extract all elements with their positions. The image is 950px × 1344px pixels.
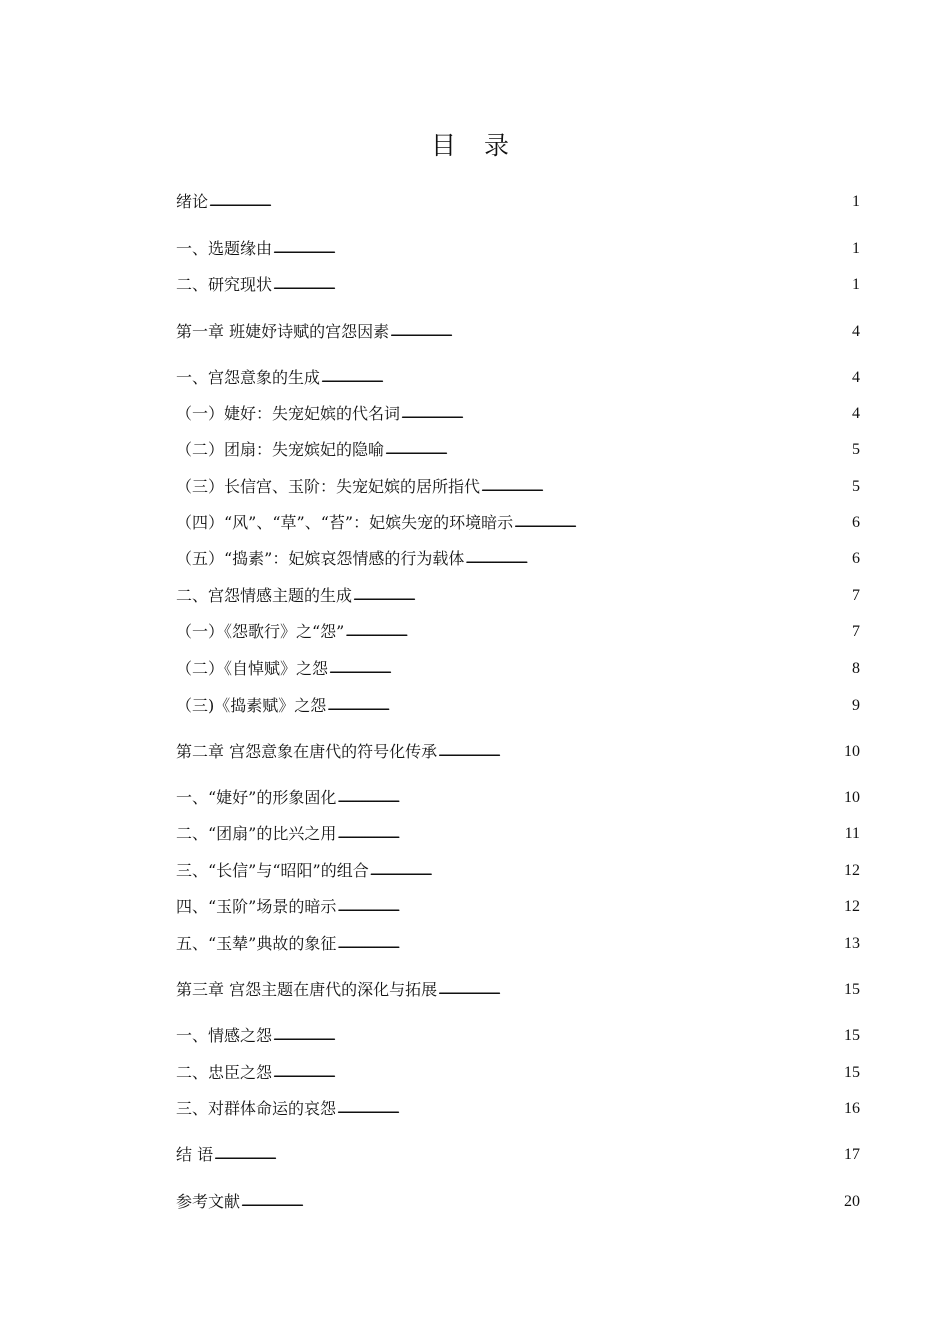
leader-dots bbox=[327, 694, 851, 718]
toc-entry-label: （一）《怨歌行》之“怨” bbox=[176, 622, 345, 641]
leader-dots bbox=[438, 740, 843, 764]
toc-entry-label: 一、情感之怨 bbox=[176, 1026, 273, 1045]
toc-entry[interactable] bbox=[176, 584, 860, 608]
toc-entry-page: 12 bbox=[844, 898, 860, 915]
leader-dots bbox=[353, 584, 851, 608]
toc-entry[interactable] bbox=[176, 475, 860, 499]
leader-dots bbox=[337, 822, 843, 846]
leader-dots bbox=[337, 895, 843, 919]
toc-entry-page: 5 bbox=[852, 478, 860, 495]
page-title: 目 录 bbox=[431, 131, 519, 160]
toc-entry-label: （三)《捣素赋》之怨 bbox=[176, 696, 327, 715]
toc-entry-label: （一）婕好：失宠妃嫔的代名词 bbox=[176, 404, 401, 423]
leader-dots bbox=[345, 620, 851, 644]
toc-entry-page: 8 bbox=[852, 660, 860, 677]
toc-entry[interactable] bbox=[176, 1097, 860, 1121]
toc-entry-label: 四、“玉阶”场景的暗示 bbox=[176, 897, 337, 916]
toc-entry[interactable] bbox=[176, 1061, 860, 1085]
leader-dots bbox=[273, 273, 851, 297]
toc-entry[interactable] bbox=[176, 694, 860, 718]
leader-dots bbox=[438, 978, 843, 1002]
toc-entry[interactable] bbox=[176, 932, 860, 956]
toc-entry-page: 5 bbox=[852, 441, 860, 458]
toc-entry-page: 15 bbox=[844, 1027, 860, 1044]
toc-entry-page: 1 bbox=[852, 193, 860, 210]
toc-entry-label: 一、宫怨意象的生成 bbox=[176, 368, 321, 387]
toc-entry[interactable] bbox=[176, 657, 860, 681]
toc-entry-page: 10 bbox=[844, 789, 860, 806]
toc-entry-page: 11 bbox=[844, 825, 860, 842]
leader-dots bbox=[481, 475, 851, 499]
leader-dots bbox=[337, 932, 843, 956]
toc-entry-label: （三）长信宫、玉阶：失宠妃嫔的居所指代 bbox=[176, 477, 481, 496]
toc-entry-page: 6 bbox=[852, 550, 860, 567]
toc-entry-page: 12 bbox=[844, 862, 860, 879]
toc-entry-label: 第二章 宫怨意象在唐代的符号化传承 bbox=[176, 742, 438, 761]
leader-dots bbox=[214, 1143, 843, 1167]
toc-entry-page: 4 bbox=[852, 369, 860, 386]
toc-entry[interactable] bbox=[176, 1143, 860, 1167]
toc-entry[interactable] bbox=[176, 859, 860, 883]
leader-dots bbox=[337, 786, 843, 810]
toc-entry-page: 1 bbox=[852, 240, 860, 257]
toc-entry-label: 第一章 班婕妤诗赋的宫怨因素 bbox=[176, 322, 390, 341]
toc-entry-label: 五、“玉辇”典故的象征 bbox=[176, 934, 337, 953]
toc-entry[interactable] bbox=[176, 786, 860, 810]
toc-entry-label: 二、“团扇”的比兴之用 bbox=[176, 824, 337, 843]
toc-entry-page: 15 bbox=[844, 1064, 860, 1081]
toc-entry-page: 17 bbox=[844, 1146, 860, 1163]
leader-dots bbox=[465, 547, 851, 571]
toc-entry[interactable] bbox=[176, 822, 860, 846]
leader-dots bbox=[321, 366, 851, 390]
toc-entry-label: （四）“风”、“草”、“苔”：妃嫔失宠的环境暗示 bbox=[176, 513, 514, 532]
toc-entry-label: 二、忠臣之怨 bbox=[176, 1063, 273, 1082]
toc-entry[interactable] bbox=[176, 438, 860, 462]
toc-entry[interactable] bbox=[176, 978, 860, 1002]
toc-entry-page: 15 bbox=[844, 981, 860, 998]
toc-entry[interactable] bbox=[176, 402, 860, 426]
toc-entry[interactable] bbox=[176, 273, 860, 297]
leader-dots bbox=[273, 1061, 843, 1085]
toc-entry-page: 1 bbox=[852, 276, 860, 293]
leader-dots bbox=[209, 190, 851, 214]
toc-entry[interactable] bbox=[176, 1024, 860, 1048]
leader-dots bbox=[273, 1024, 843, 1048]
toc-entry-label: 一、“婕好”的形象固化 bbox=[176, 788, 337, 807]
toc-entry[interactable] bbox=[176, 320, 860, 344]
leader-dots bbox=[514, 511, 851, 535]
leader-dots bbox=[385, 438, 851, 462]
toc-entry[interactable] bbox=[176, 511, 860, 535]
toc-entry-label: （五）“捣素”：妃嫔哀怨情感的行为载体 bbox=[176, 549, 465, 568]
toc-entry-page: 4 bbox=[852, 405, 860, 422]
leader-dots bbox=[273, 237, 851, 261]
toc-entry[interactable] bbox=[176, 547, 860, 571]
leader-dots bbox=[370, 859, 843, 883]
toc-entry[interactable] bbox=[176, 620, 860, 644]
toc-entry-page: 7 bbox=[852, 623, 860, 640]
toc-entry[interactable] bbox=[176, 1190, 860, 1214]
toc-entry-page: 4 bbox=[852, 323, 860, 340]
toc-entry-label: （二）《自悼赋》之怨 bbox=[176, 659, 329, 678]
toc-entry-label: 二、研究现状 bbox=[176, 275, 273, 294]
toc-entry[interactable] bbox=[176, 366, 860, 390]
toc-entry-label: 第三章 宫怨主题在唐代的深化与拓展 bbox=[176, 980, 438, 999]
toc-entry-page: 20 bbox=[844, 1193, 860, 1210]
toc-entry[interactable] bbox=[176, 190, 860, 214]
toc-entry-page: 10 bbox=[844, 743, 860, 760]
toc-entry-label: 三、对群体命运的哀怨 bbox=[176, 1099, 337, 1118]
leader-dots bbox=[390, 320, 851, 344]
toc-entry-page: 7 bbox=[852, 587, 860, 604]
leader-dots bbox=[401, 402, 851, 426]
toc-entry-label: 二、宫怨情感主题的生成 bbox=[176, 586, 353, 605]
toc-entry-label: 绪论 bbox=[176, 192, 209, 211]
toc-entry-page: 16 bbox=[844, 1100, 860, 1117]
toc-entry-label: 一、选题缘由 bbox=[176, 239, 273, 258]
toc-entry-page: 6 bbox=[852, 514, 860, 531]
toc-entry[interactable] bbox=[176, 895, 860, 919]
toc-entry-label: 三、“长信”与“昭阳”的组合 bbox=[176, 861, 369, 880]
toc-entry[interactable] bbox=[176, 740, 860, 764]
toc-entry-page: 13 bbox=[844, 935, 860, 952]
leader-dots bbox=[329, 657, 851, 681]
leader-dots bbox=[241, 1190, 843, 1214]
toc-entry-label: （二）团扇：失宠嫔妃的隐喻 bbox=[176, 440, 385, 459]
toc-entry[interactable] bbox=[176, 237, 860, 261]
leader-dots bbox=[337, 1097, 843, 1121]
toc-entry-label: 参考文献 bbox=[176, 1192, 241, 1211]
toc-entry-label: 结 语 bbox=[176, 1145, 214, 1164]
toc-entry-page: 9 bbox=[852, 697, 860, 714]
